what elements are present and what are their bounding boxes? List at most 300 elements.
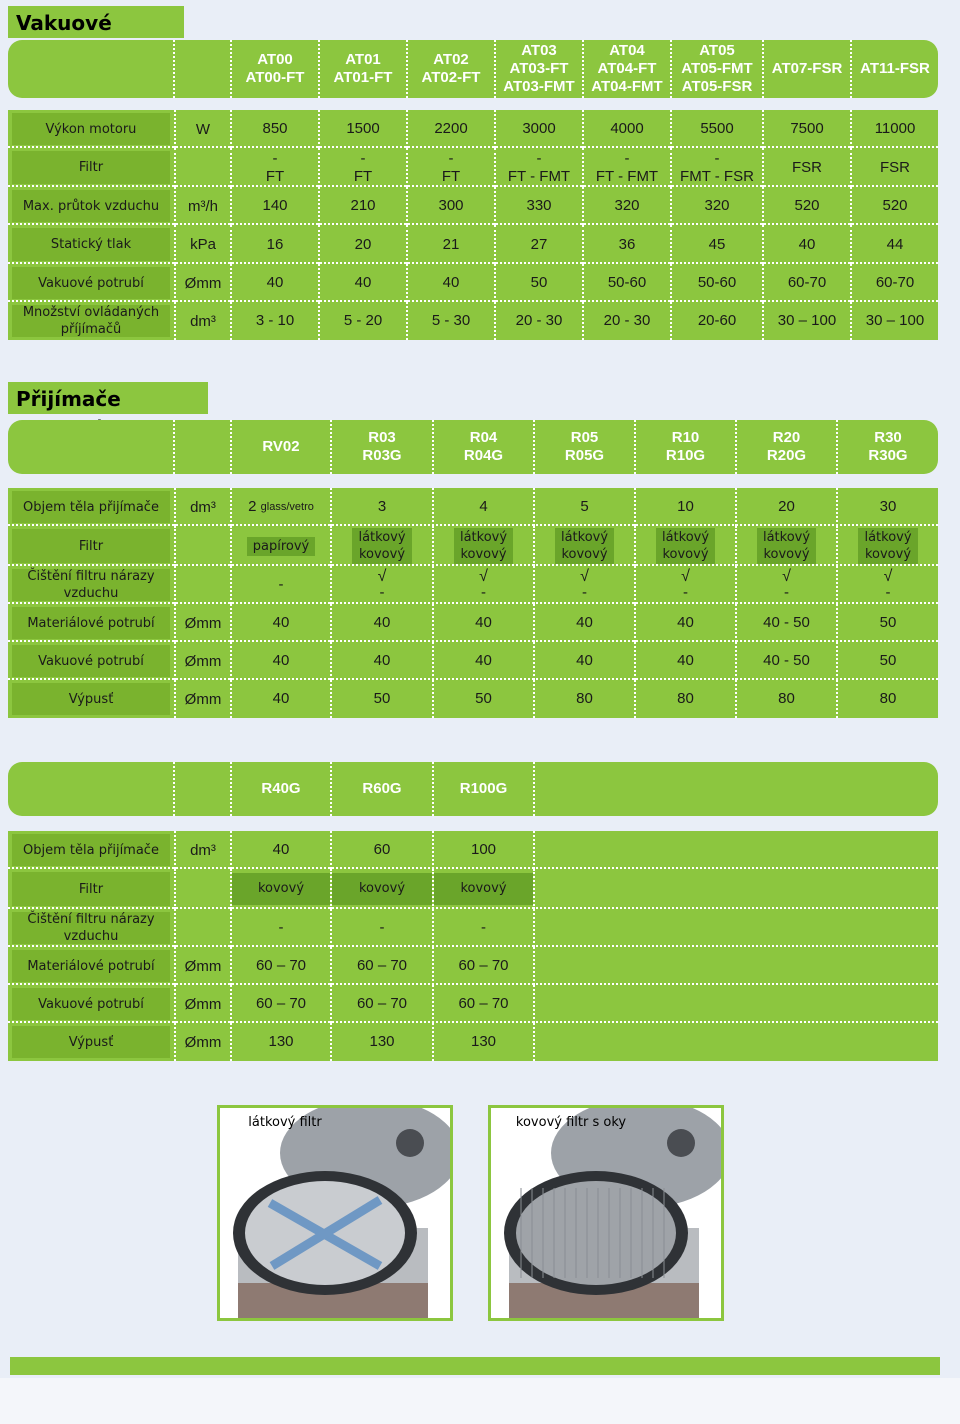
row-label: Výkon motoru <box>12 113 170 145</box>
header-model-name: R04G <box>463 447 504 464</box>
receivers-cell <box>735 488 836 526</box>
receivers-cell <box>836 566 938 604</box>
cell-value: 130 <box>369 1033 395 1050</box>
row-label: Výpusť <box>12 683 170 715</box>
receivers-cell <box>735 642 836 680</box>
receivers2-header-r60g <box>330 762 432 816</box>
receivers2-row <box>8 831 938 869</box>
cell-value: 50 <box>475 690 492 707</box>
cell-value: 3 - 10 <box>255 312 295 329</box>
pumps-cell <box>494 225 582 264</box>
receivers2-row <box>8 1023 938 1061</box>
receivers2-cell <box>330 1023 432 1061</box>
cell-value: kovový <box>332 873 432 905</box>
receivers-cell <box>634 526 735 566</box>
cell-value: 3000 <box>522 120 556 137</box>
receivers2-cell <box>330 869 432 909</box>
receivers2-cell <box>432 1023 533 1061</box>
cell-value: 44 <box>886 235 904 253</box>
receivers-cell <box>533 642 634 680</box>
check-mark: √ <box>479 567 488 585</box>
cell-value: látkový <box>358 530 406 545</box>
photo-caption: kovový filtr s oky <box>515 1115 627 1130</box>
cell-value: 5500 <box>700 120 734 137</box>
filter-mesh <box>516 1181 676 1285</box>
cell-value: - <box>582 583 587 601</box>
pumps-header-at04 <box>582 40 670 98</box>
pumps-cell <box>494 110 582 148</box>
header-model-name: R20 <box>772 429 801 446</box>
receivers-cell <box>634 604 735 642</box>
pumps-row <box>8 302 938 340</box>
receiver-illustration <box>491 1108 721 1318</box>
row-label: Vakuové potrubí <box>12 988 170 1020</box>
row-label: Množství ovládaných příjímačů <box>12 305 170 337</box>
pumps-cell <box>230 302 318 340</box>
pumps-cell <box>850 302 938 340</box>
pumps-cell <box>318 302 406 340</box>
cell-value: 20 <box>778 498 795 515</box>
check-mark: √ <box>782 567 791 585</box>
row-unit <box>174 148 230 187</box>
receivers-cell <box>230 526 330 566</box>
cell-value: - <box>714 149 720 167</box>
row-unit: m³/h <box>174 187 230 225</box>
pumps-cell <box>406 187 494 225</box>
pumps-header-blank <box>173 40 230 98</box>
receivers-header-blank <box>173 420 230 474</box>
receivers-cell <box>330 680 432 718</box>
receivers-cell <box>836 526 938 566</box>
cell-value: 100 <box>470 841 497 858</box>
cell-value: papírový <box>247 537 315 556</box>
row-label: Vakuové potrubí <box>12 267 170 299</box>
receivers-header-r20 <box>735 420 836 474</box>
cell-value: 16 <box>266 235 284 253</box>
header-model-name: AT02-FT <box>421 69 481 86</box>
cell-value: kovový <box>232 873 330 905</box>
receivers-cell <box>836 488 938 526</box>
pumps-cell <box>406 302 494 340</box>
receivers-cell <box>634 680 735 718</box>
header-model-name: AT01 <box>345 51 381 68</box>
check-mark: √ <box>681 567 690 585</box>
receivers-header-r03 <box>330 420 432 474</box>
receivers-cell <box>836 642 938 680</box>
header-model-name: AT05 <box>699 42 735 59</box>
receivers2-header-bar <box>8 762 938 816</box>
receivers2-cell <box>330 947 432 985</box>
receivers2-row <box>8 947 938 985</box>
receivers-cell <box>230 488 330 526</box>
row-label: Čištění filtru nárazy vzduchu <box>12 912 170 944</box>
cell-value: - <box>683 583 688 601</box>
cell-value: 140 <box>262 197 288 214</box>
pumps-cell <box>230 110 318 148</box>
header-model-name: AT03 <box>521 42 557 59</box>
cell-value: - <box>885 583 891 601</box>
header-model-name: R100G <box>459 780 508 797</box>
cell-value: 40 <box>677 652 694 669</box>
row-unit: Ømm <box>174 1023 230 1061</box>
pumps-cell <box>494 187 582 225</box>
row-unit <box>174 566 230 604</box>
cell-value: 20 - 30 <box>515 312 563 329</box>
receivers2-row <box>8 985 938 1023</box>
cell-value: 80 <box>778 690 795 707</box>
receivers2-cell <box>230 1023 330 1061</box>
cell-value: 60 – 70 <box>356 995 408 1012</box>
receivers2-header-r100g <box>432 762 533 816</box>
pumps-header-at00 <box>230 40 318 98</box>
cell-value: 40 <box>354 274 372 291</box>
pumps-cell <box>762 302 850 340</box>
receivers2-table <box>8 831 938 1061</box>
header-model-name: AT02 <box>433 51 469 68</box>
header-model-name: AT03-FMT <box>503 78 575 95</box>
receivers-row <box>8 488 938 526</box>
cell-value: 60 <box>373 841 391 858</box>
header-model-name: R03G <box>362 447 402 464</box>
cell-value: 30 – 100 <box>865 312 925 329</box>
receivers2-cell <box>432 831 533 869</box>
cell-value: 60 – 70 <box>356 957 408 974</box>
receiver-illustration <box>220 1108 450 1318</box>
cell-value: 36 <box>618 235 636 253</box>
receivers-cell <box>330 526 432 566</box>
header-model-name: R10 <box>671 429 700 446</box>
pumps-cell <box>230 187 318 225</box>
row-unit: kPa <box>174 225 230 264</box>
receivers-cell <box>330 566 432 604</box>
filter-type-box <box>757 528 816 564</box>
header-model-name: R10G <box>665 447 706 464</box>
cell-value: 27 <box>530 235 548 253</box>
receivers2-header-blank <box>173 762 230 816</box>
pumps-cell <box>582 187 670 225</box>
cell-value: 60-70 <box>787 274 827 291</box>
pumps-cell <box>230 264 318 302</box>
receivers-cell <box>432 526 533 566</box>
receivers2-cell <box>230 947 330 985</box>
receivers-row <box>8 604 938 642</box>
cell-value: FSR <box>792 158 822 176</box>
cell-value: 40 <box>373 652 391 669</box>
receivers-cell <box>634 642 735 680</box>
cell-value: kovový <box>561 547 608 562</box>
section-title-receivers: Přijímače <box>8 382 208 414</box>
cell-value: 40 <box>266 274 284 291</box>
pumps-cell <box>318 148 406 187</box>
receivers-cell <box>735 566 836 604</box>
filter-type-box <box>555 528 614 564</box>
header-model-name: R30G <box>868 447 908 464</box>
cell-value: 60 – 70 <box>458 957 509 974</box>
row-label: Čištění filtru nárazy vzduchu <box>12 569 170 601</box>
filter-type-box <box>352 528 411 564</box>
cell-value: FSR <box>880 158 910 176</box>
receivers-cell <box>432 680 533 718</box>
cell-value: látkový <box>864 530 912 545</box>
header-model-name: R05G <box>564 447 605 464</box>
receivers2-cell <box>230 831 330 869</box>
cell-value: 40 <box>798 235 816 253</box>
cell-value: látkový <box>661 530 710 545</box>
pumps-cell <box>318 187 406 225</box>
cell-value: 40 <box>576 652 593 669</box>
cell-value: 40 <box>373 614 391 631</box>
pumps-cell <box>670 302 762 340</box>
cell-value: 20 <box>354 235 372 253</box>
pumps-cell <box>406 110 494 148</box>
cell-value: 50-60 <box>697 274 737 291</box>
cell-value: 40 <box>272 652 290 669</box>
receivers2-cell-empty <box>533 985 535 1023</box>
row-unit: dm³ <box>174 488 230 526</box>
cell-value: látkový <box>560 530 609 545</box>
receivers-cell <box>836 604 938 642</box>
receivers-cell <box>533 526 634 566</box>
pumps-cell <box>670 225 762 264</box>
cell-value: - <box>784 583 789 601</box>
cell-value: - <box>536 149 542 167</box>
pumps-cell <box>762 148 850 187</box>
lid-port <box>396 1129 424 1157</box>
pumps-header-at03 <box>494 40 582 98</box>
cell-value: 50 <box>879 652 897 669</box>
pumps-cell <box>850 225 938 264</box>
cell-value: 4 <box>479 498 488 515</box>
receivers-cell <box>230 566 330 604</box>
cell-value: 130 <box>470 1033 497 1050</box>
receivers-cell <box>330 642 432 680</box>
receivers-row <box>8 526 938 566</box>
pumps-cell <box>670 264 762 302</box>
receivers-header-r04 <box>432 420 533 474</box>
cell-value: 60 – 70 <box>458 995 509 1012</box>
receivers-cell <box>533 604 634 642</box>
pumps-cell <box>850 110 938 148</box>
row-unit <box>174 526 230 566</box>
receivers-cell <box>533 566 634 604</box>
header-model-name: AT07-FSR <box>771 60 843 77</box>
cell-value: 330 <box>526 197 552 214</box>
receivers-cell <box>230 680 330 718</box>
pumps-cell <box>850 187 938 225</box>
cell-value: - <box>624 149 630 167</box>
header-model-name: R20G <box>766 447 807 464</box>
receivers-cell <box>230 642 330 680</box>
receivers2-cell <box>432 869 533 909</box>
header-model-name: R30 <box>874 429 902 446</box>
cell-value: 5 - 20 <box>343 312 383 329</box>
pumps-cell <box>318 225 406 264</box>
receivers2-cell-empty <box>533 831 535 869</box>
receivers2-cell-empty <box>533 869 535 909</box>
pumps-cell <box>406 264 494 302</box>
receivers-row <box>8 642 938 680</box>
cell-value: 20-60 <box>697 312 737 329</box>
cell-value: 210 <box>350 197 376 214</box>
pumps-header-at05 <box>670 40 762 98</box>
cell-value: látkový <box>762 530 811 545</box>
receivers2-cell-empty <box>533 947 535 985</box>
pumps-cell <box>762 225 850 264</box>
header-model-name: RV02 <box>262 438 300 455</box>
cell-value: FMT - FSR <box>680 167 754 185</box>
cell-value: 50 <box>530 274 548 291</box>
lid-port <box>667 1129 695 1157</box>
receivers-cell <box>432 604 533 642</box>
row-label: Filtr <box>12 151 170 184</box>
receivers-cell <box>330 604 432 642</box>
cell-value: 520 <box>882 197 908 214</box>
cell-value: 40 - 50 <box>763 614 810 631</box>
cell-value: 40 <box>272 690 290 707</box>
pumps-cell <box>850 148 938 187</box>
receivers-cell <box>432 566 533 604</box>
pumps-cell <box>494 264 582 302</box>
row-label: Výpusť <box>12 1026 170 1058</box>
pumps-row <box>8 110 938 148</box>
receivers2-cell <box>230 985 330 1023</box>
header-model-name: AT11-FSR <box>860 60 930 77</box>
receivers2-cell <box>432 985 533 1023</box>
pumps-header-at02 <box>406 40 494 98</box>
pumps-cell <box>762 187 850 225</box>
cell-value: 80 <box>677 690 694 707</box>
row-label: Materiálové potrubí <box>12 950 170 982</box>
row-label: Statický tlak <box>12 228 170 261</box>
photo-caption: látkový filtr <box>248 1115 322 1130</box>
cell-value: 60 – 70 <box>255 957 307 974</box>
cell-value: 2 <box>248 498 257 515</box>
row-label: Filtr <box>12 529 170 563</box>
cell-value: - <box>448 149 454 167</box>
header-model-name: AT04 <box>609 42 645 59</box>
cell-value: - <box>360 149 366 167</box>
cell-value: 320 <box>614 197 640 214</box>
check-mark: √ <box>580 567 589 585</box>
cell-value: 5 <box>580 498 589 515</box>
receivers-cell <box>533 488 634 526</box>
pumps-row <box>8 264 938 302</box>
pumps-cell <box>762 264 850 302</box>
cell-value: FT - FMT <box>507 167 571 185</box>
row-label: Materiálové potrubí <box>12 607 170 639</box>
cell-value: kovový <box>662 547 709 562</box>
receivers-table <box>8 488 938 718</box>
receivers-cell <box>230 604 330 642</box>
pumps-header-bar <box>8 40 938 98</box>
cell-value: 60-70 <box>875 274 915 291</box>
receivers-row <box>8 566 938 604</box>
receivers2-cell-empty <box>533 1023 535 1061</box>
pumps-row <box>8 187 938 225</box>
pumps-cell <box>762 110 850 148</box>
cell-value: 40 <box>272 614 290 631</box>
row-unit <box>174 869 230 909</box>
header-model-name: R05 <box>570 429 599 446</box>
cell-value: - <box>278 919 284 936</box>
row-unit: Ømm <box>174 264 230 302</box>
row-label: Vakuové potrubí <box>12 645 170 677</box>
header-model-name: AT00-FT <box>245 69 305 86</box>
cell-value: FT <box>265 167 285 185</box>
cell-value: 2200 <box>434 120 468 137</box>
cell-value: 40 <box>677 614 694 631</box>
footer-band <box>0 1378 960 1424</box>
cell-value: 80 <box>879 690 897 707</box>
cell-value: - <box>278 576 284 593</box>
receivers-header-r30 <box>836 420 938 474</box>
cell-value: 320 <box>704 197 730 214</box>
pumps-cell <box>318 264 406 302</box>
cell-value-note: glass/vetro <box>260 501 314 513</box>
cell-value: 3 <box>377 498 387 515</box>
cell-value: - <box>379 583 385 601</box>
section-title-pumps: Vakuové <box>8 6 184 38</box>
header-model-name: AT03-FT <box>509 60 569 77</box>
receivers2-row <box>8 909 938 947</box>
pumps-header-at01 <box>318 40 406 98</box>
cell-value: 40 <box>475 614 492 631</box>
pumps-cell <box>230 148 318 187</box>
cell-value: 50 <box>373 690 391 707</box>
cell-value: kovový <box>460 547 507 562</box>
cell-value: 1500 <box>346 120 380 137</box>
filter-type-box <box>858 528 917 564</box>
pumps-header-at11-fsr <box>850 40 938 98</box>
receivers2-cell <box>230 869 330 909</box>
receivers2-header-r40g <box>230 762 330 816</box>
receivers-cell <box>432 488 533 526</box>
pumps-cell <box>494 148 582 187</box>
cell-value: 5 - 30 <box>431 312 471 329</box>
row-unit: dm³ <box>174 831 230 869</box>
pumps-cell <box>230 225 318 264</box>
receivers2-cell <box>330 831 432 869</box>
pumps-cell <box>406 148 494 187</box>
cell-value: kovový <box>434 873 533 905</box>
cell-value: 50-60 <box>607 274 647 291</box>
header-model-name: AT00 <box>257 51 293 68</box>
row-unit: Ømm <box>174 642 230 680</box>
row-unit: dm³ <box>174 302 230 340</box>
row-label: Objem těla přijímače <box>12 834 170 866</box>
receivers2-cell <box>330 909 432 947</box>
check-mark: √ <box>883 567 893 585</box>
row-unit: Ømm <box>174 947 230 985</box>
receivers-cell <box>634 488 735 526</box>
cell-value: 11000 <box>874 120 916 137</box>
pumps-row <box>8 148 938 187</box>
row-label: Max. průtok vzduchu <box>12 190 170 222</box>
pumps-cell <box>406 225 494 264</box>
cell-value: 40 <box>272 841 290 858</box>
cell-value: FT <box>353 167 373 185</box>
header-model-name: AT04-FMT <box>591 78 663 95</box>
row-unit: Ømm <box>174 985 230 1023</box>
receivers2-cell <box>230 909 330 947</box>
cell-value: 60 – 70 <box>255 995 307 1012</box>
cell-value: - <box>272 149 278 167</box>
cell-value: 20 - 30 <box>603 312 651 329</box>
receivers-cell <box>432 642 533 680</box>
pumps-table <box>8 110 938 340</box>
receivers2-cell <box>432 909 533 947</box>
pumps-row <box>8 225 938 264</box>
